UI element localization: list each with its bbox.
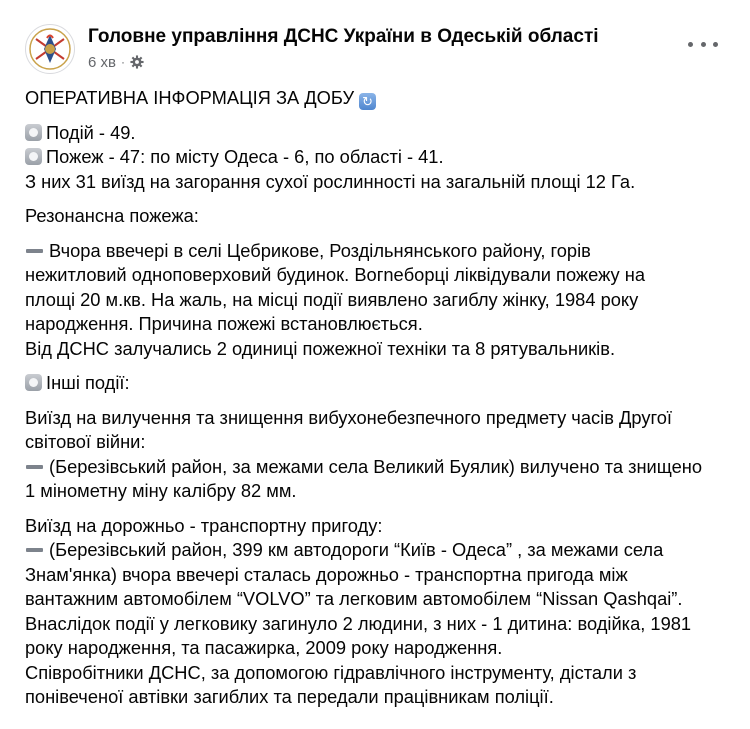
post-line: 1 мінометну міну калібру 82 мм. — [25, 480, 297, 501]
post-line: Виїзд на дорожньо - транспортну пригоду: — [25, 514, 383, 536]
meta-separator: · — [120, 55, 125, 69]
post-line: Вчора ввечері в селі Цебрикове, Роздільнянського району, горів — [25, 239, 725, 264]
more-dot — [713, 42, 718, 47]
post-line: Співробітники ДСНС, за допомогою гідравлічного інструменту, дістали з — [25, 661, 637, 683]
post-line: народження. Причина пожежі встановлюється. — [25, 313, 423, 334]
minus-emoji-icon — [25, 458, 45, 475]
post-line: Знам'янка) вчора ввечері сталась дорожньо - транспортна пригода між — [25, 563, 628, 585]
post-line: світової війни: — [25, 431, 146, 452]
post-line: (Березівський район, 399 км автодороги “Київ - Одеса” , за межами села — [25, 538, 725, 563]
post-time[interactable]: 6 хв — [88, 53, 116, 71]
post-line: Виїзд на вилучення та знищення вибухонебезпечного предмету часів Другої — [25, 406, 672, 428]
dsns-emblem-icon — [26, 25, 74, 73]
post-meta — [88, 53, 144, 71]
post-line: площі 20 м.кв. На жаль, на місці події виявлено загиблу жінку, 1984 року — [25, 288, 639, 310]
page-avatar[interactable] — [25, 24, 75, 74]
more-options-icon[interactable] — [688, 34, 718, 54]
post-line: понівеченої автівки загиблих та передали працівникам поліції. — [25, 686, 554, 707]
post-line: Пожеж - 47: по місту Одеса - 6, по області - 41. — [25, 145, 725, 170]
minus-emoji-icon — [25, 541, 45, 558]
post-line: року народження, та пасажирка, 2009 року народження. — [25, 637, 503, 658]
post-line: ОПЕРАТИВНА ІНФОРМАЦІЯ ЗА ДОБУ ↻ — [25, 86, 725, 111]
refresh-emoji-icon: ↻ — [359, 93, 376, 110]
post-body — [25, 86, 725, 710]
post-line: Інші події: — [25, 371, 725, 396]
post-line: вантажним автомобілем “VOLVO” та легковим автомобілем “Nissan Qashqai”. — [25, 588, 683, 609]
more-dot — [688, 42, 693, 47]
post-line: нежитловий одноповерховий будинок. Вогneборці ліквідували пожежу на — [25, 264, 646, 285]
post-line: Від ДСНС залучались 2 одиниці пожежної техніки та 8 рятувальників. — [25, 337, 616, 359]
page-name-link[interactable]: Головне управління ДСНС України в Одеській області — [88, 26, 599, 47]
circle-emoji-icon — [25, 374, 42, 391]
circle-emoji-icon — [25, 124, 42, 141]
post-header — [0, 0, 750, 82]
post-line: Резонансна пожежа: — [25, 205, 199, 226]
gear-icon[interactable] — [130, 55, 144, 69]
post-line: З них 31 виїзд на загорання сухої рослинності на загальній площі 12 Га. — [25, 170, 636, 192]
circle-emoji-icon — [25, 148, 42, 165]
more-dot — [701, 42, 706, 47]
minus-emoji-icon — [25, 242, 45, 259]
post-line: Внаслідок події у легковику загинуло 2 людини, з них - 1 дитина: водійка, 1981 — [25, 612, 692, 634]
post-line: Подій - 49. — [25, 121, 725, 146]
post-line: (Березівський район, за межами села Великий Буялик) вилучено та знищено — [25, 455, 725, 480]
